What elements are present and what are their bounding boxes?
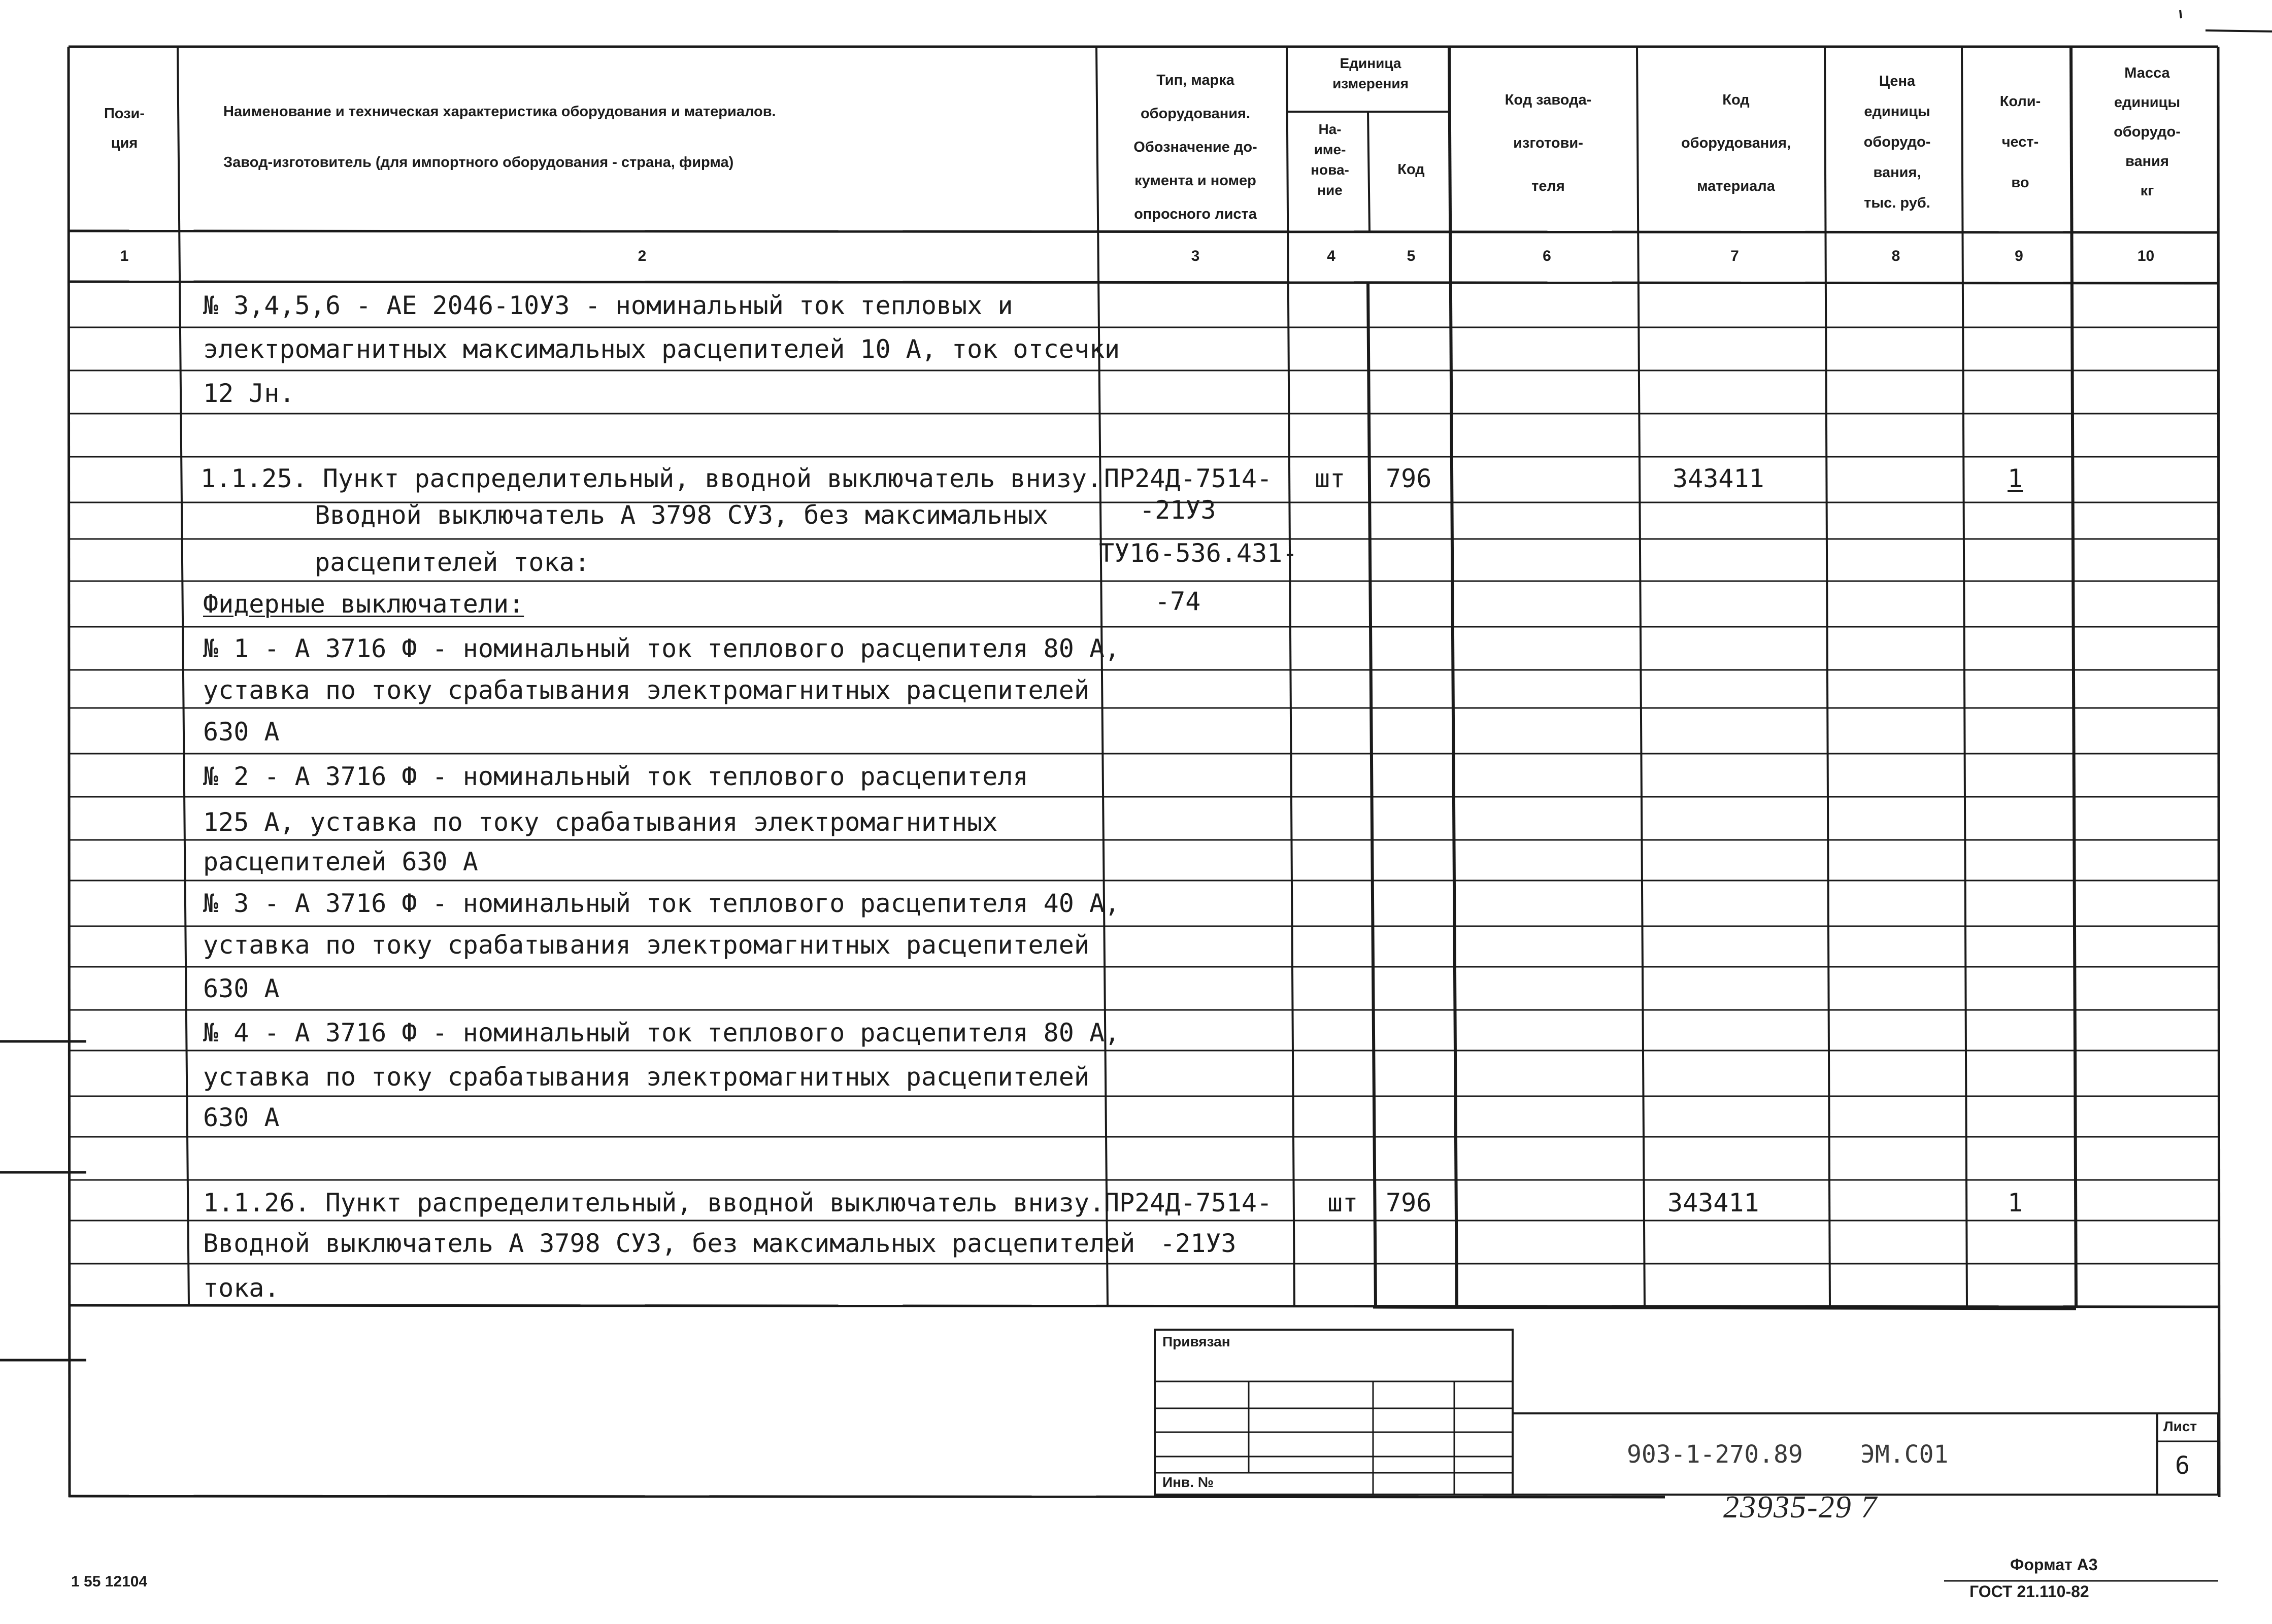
header-col7-line3: материала — [1697, 178, 1775, 194]
header-col10-line4: вания — [2125, 153, 2169, 170]
header-col8 — [1830, 66, 1964, 218]
row-7-name: расцепителей тока: — [315, 548, 590, 577]
header-col2-line1: Наименование и техническая характеристика оборудования и материалов. — [223, 104, 776, 120]
row-22-unit: шт — [1327, 1188, 1358, 1217]
footer-format: Формат А3 — [2010, 1555, 2098, 1574]
row-18-name: № 4 - А 3716 Ф - номинальный ток теплового расцепителя 80 А, — [203, 1018, 1120, 1047]
header-col9-line2: чест- — [2001, 134, 2039, 150]
header-col9 — [1967, 81, 2074, 203]
header-col4-line3: нова- — [1311, 162, 1349, 178]
header-col6-line3: теля — [1531, 178, 1565, 194]
column-number-1: 1 — [120, 248, 129, 264]
row-23-name: Вводной выключатель А 3798 СУЗ, без максимальных расцепителей — [203, 1229, 1135, 1258]
header-col2 — [223, 86, 776, 188]
column-number-3: 3 — [1191, 248, 1200, 264]
header-col6-line1: Код завода- — [1505, 92, 1592, 108]
row-22-quantity: 1 — [2008, 1188, 2023, 1217]
header-col7-line2: оборудования, — [1681, 135, 1791, 151]
handwritten-number: 23935-29 7 — [1723, 1490, 1878, 1525]
header-col10-line3: оборудо- — [2114, 124, 2181, 140]
row-10-name: уставка по току срабатывания электромагнитных расцепителей — [203, 675, 1089, 705]
row-20-name: 630 А — [203, 1103, 280, 1132]
row-5-type: ПР24Д-7514- — [1104, 464, 1273, 493]
row-5-code: 796 — [1386, 464, 1432, 493]
column-number-4: 4 — [1327, 248, 1335, 264]
footer-gost: ГОСТ 21.110-82 — [1969, 1582, 2089, 1601]
column-number-2: 2 — [638, 248, 647, 264]
row-22-equipment-code: 343411 — [1667, 1188, 1759, 1217]
header-col3 — [1101, 63, 1289, 231]
column-number-7: 7 — [1730, 248, 1739, 264]
header-col8-line3: оборудо- — [1863, 134, 1931, 150]
header-col1 — [89, 99, 160, 158]
header-col3-line2: оборудования. — [1140, 106, 1251, 122]
header-col4-line2: име- — [1314, 142, 1346, 157]
header-col3-line5: опросного листа — [1134, 206, 1257, 222]
header-unit-title-line1: Единица — [1340, 55, 1401, 71]
row-5-quantity: 1 — [2008, 464, 2023, 493]
footer-left: 1 55 12104 — [71, 1573, 148, 1590]
header-col10-line5: кг — [2140, 183, 2154, 199]
row-23-type: -21У3 — [1160, 1229, 1237, 1258]
column-number-8: 8 — [1891, 248, 1900, 264]
row-7-type: ТУ16-536.431- — [1099, 538, 1298, 568]
row-19-name: уставка по току срабатывания электромагнитных расцепителей — [203, 1062, 1089, 1092]
row-8-name: Фидерные выключатели: — [203, 589, 524, 619]
header-col9-line3: во — [2011, 175, 2029, 191]
stamp-list-number: 6 — [2175, 1451, 2190, 1480]
header-unit-title — [1292, 53, 1449, 94]
column-number-10: 10 — [2137, 248, 2155, 264]
column-number-9: 9 — [2015, 248, 2023, 264]
header-col8-line5: тыс. руб. — [1864, 195, 1930, 211]
row-5-unit: шт — [1315, 464, 1346, 493]
row-22-name: 1.1.26. Пункт распределительный, вводной выключатель внизу. — [203, 1188, 1105, 1217]
stamp-inv-number: Инв. № — [1162, 1474, 1214, 1490]
row-15-name: № 3 - А 3716 Ф - номинальный ток теплового расцепителя 40 А, — [203, 889, 1120, 918]
header-col7 — [1645, 79, 1827, 208]
stamp-document-code: ЭМ.С01 — [1860, 1440, 1949, 1469]
row-9-name: № 1 - А 3716 Ф - номинальный ток теплового расцепителя 80 А, — [203, 634, 1120, 663]
row-2-name: электромагнитных максимальных расцепителей 10 А, ток отсечки — [203, 334, 1120, 364]
stamp-privyazan: Привязан — [1162, 1334, 1230, 1349]
header-col2-line2: Завод-изготовитель (для импортного оборудования - страна, фирма) — [223, 154, 734, 171]
header-col8-line2: единицы — [1864, 104, 1930, 120]
row-5-name: 1.1.25. Пункт распределительный, вводной выключатель внизу. — [201, 464, 1102, 493]
header-col10-line1: Масса — [2124, 65, 2170, 81]
header-col4-line4: ние — [1317, 182, 1343, 198]
stamp-list-label: Лист — [2163, 1418, 2197, 1434]
header-col4-line1: На- — [1318, 121, 1342, 137]
header-col3-line4: кумента и номер — [1134, 173, 1256, 189]
header-col8-line4: вания, — [1873, 164, 1921, 181]
header-col6-line2: изготови- — [1513, 135, 1583, 151]
row-24-name: тока. — [203, 1273, 280, 1303]
row-1-name: № 3,4,5,6 - АЕ 2046-10У3 - номинальный ток тепловых и — [203, 291, 1013, 320]
column-number-6: 6 — [1543, 248, 1551, 264]
row-16-name: уставка по току срабатывания электромагнитных расцепителей — [203, 930, 1089, 960]
header-col5: Код — [1397, 161, 1425, 178]
header-col10-line2: единицы — [2114, 94, 2181, 111]
row-5-equipment-code: 343411 — [1673, 464, 1764, 493]
row-17-name: 630 А — [203, 974, 280, 1003]
row-6-type: -21У3 — [1140, 495, 1216, 525]
header-col3-line1: Тип, марка — [1156, 72, 1234, 88]
header-col3-line3: Обозначение до- — [1133, 139, 1257, 155]
row-3-name: 12 Jн. — [203, 379, 295, 408]
column-number-5: 5 — [1407, 248, 1416, 264]
row-22-type: ПР24Д-7514- — [1104, 1188, 1273, 1217]
header-col9-line1: Коли- — [1999, 93, 2041, 110]
header-col8-line1: Цена — [1879, 73, 1916, 89]
row-11-name: 630 А — [203, 717, 280, 747]
row-13-name: 125 А, уставка по току срабатывания электромагнитных — [203, 807, 998, 837]
row-8-type: -74 — [1155, 587, 1201, 616]
header-col10 — [2076, 58, 2218, 206]
stamp-document-number: 903-1-270.89 — [1627, 1440, 1803, 1469]
row-6-name: Вводной выключатель А 3798 СУЗ, без максимальных — [315, 500, 1048, 530]
header-col1-line1: Пози- — [104, 106, 145, 122]
header-col1-line2: ция — [111, 135, 138, 151]
row-22-code: 796 — [1386, 1188, 1432, 1217]
header-unit-title-line2: измерения — [1332, 76, 1409, 91]
row-12-name: № 2 - А 3716 Ф - номинальный ток теплового расцепителя — [203, 762, 1028, 791]
header-col7-line1: Код — [1722, 92, 1750, 108]
header-col4 — [1292, 119, 1368, 200]
header-col6 — [1457, 79, 1640, 208]
row-14-name: расцепителей 630 А — [203, 847, 478, 876]
